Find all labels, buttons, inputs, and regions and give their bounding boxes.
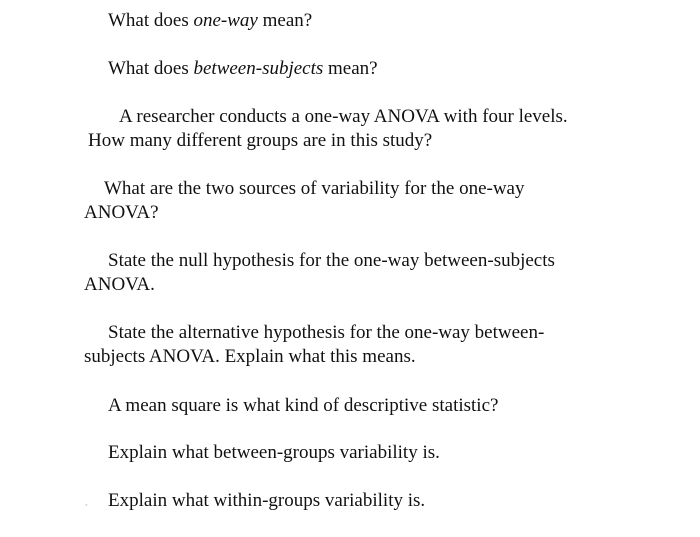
- question-4-line-1: What are the two sources of variability for the one-way: [104, 178, 525, 199]
- question-2-term: between-subjects: [193, 58, 324, 79]
- question-3-line-1: A researcher conducts a one-way ANOVA with four levels.: [119, 106, 568, 127]
- question-7: A mean square is what kind of descriptive statistic?: [108, 395, 499, 416]
- question-5-line-1: State the null hypothesis for the one-way between-subjects: [108, 250, 555, 271]
- question-6-line-1: State the alternative hypothesis for the one-way between-: [108, 322, 545, 343]
- question-8: Explain what between-groups variability is.: [108, 442, 440, 463]
- question-9-number-fragment: .: [84, 490, 89, 511]
- question-2-text-b: mean?: [323, 58, 378, 79]
- question-6-line-2: subjects ANOVA. Explain what this means.: [84, 346, 416, 367]
- question-5-line-2: ANOVA.: [84, 274, 155, 295]
- question-3-line-2: How many different groups are in this study?: [88, 130, 433, 151]
- question-9: Explain what within-groups variability is.: [108, 490, 426, 511]
- question-2-text-a: What does: [108, 58, 194, 79]
- question-1-text-a: What does: [108, 10, 194, 31]
- question-4-line-2: ANOVA?: [84, 202, 159, 223]
- question-2: [108, 57, 378, 81]
- question-1-term: one-way: [193, 10, 258, 31]
- question-1-text-b: mean?: [257, 10, 313, 31]
- question-1: [108, 9, 312, 33]
